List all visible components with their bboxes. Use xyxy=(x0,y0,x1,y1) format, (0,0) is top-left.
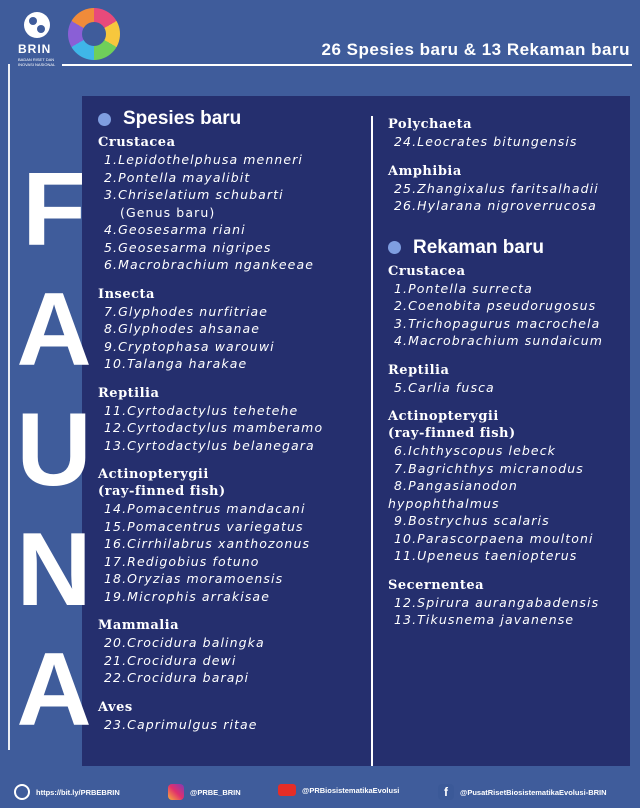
species-list-item: 6.Ichthyscopus lebeck xyxy=(394,443,557,458)
species-list-item: (Genus baru) xyxy=(120,204,216,220)
footer xyxy=(0,776,640,808)
brin-logo-subtext: BADAN RISET DAN INOVASI NASIONAL xyxy=(18,57,56,67)
species-list-item: 7.Bagrichthys micranodus xyxy=(394,460,584,476)
group-heading: Aves xyxy=(98,699,133,715)
group-heading: Secernentea xyxy=(388,577,485,593)
footer-youtube-text: @PRBiosistematikaEvolusi xyxy=(302,785,400,795)
fauna-letter: A xyxy=(16,272,92,388)
bullet-dot-icon xyxy=(388,241,401,254)
header-divider xyxy=(62,64,632,66)
youtube-icon xyxy=(278,784,296,796)
fauna-letter: N xyxy=(16,512,92,628)
footer-facebook-text: @PusatRisetBiosistematikaEvolusi-BRIN xyxy=(460,787,607,797)
species-list-item: hypophthalmus xyxy=(388,495,500,511)
species-list-item: 17.Redigobius fotuno xyxy=(104,553,260,569)
species-list-item: 10.Talanga harakae xyxy=(104,356,248,371)
footer-youtube-link[interactable] xyxy=(278,784,399,796)
group-heading: Amphibia xyxy=(388,163,462,179)
species-list-item: 3.Trichopagurus macrochela xyxy=(394,315,601,331)
group-heading: Mammalia xyxy=(98,618,180,633)
species-list-item: 11.Upeneus taeniopterus xyxy=(394,548,578,563)
species-list-item: 15.Pomacentrus variegatus xyxy=(104,518,304,534)
species-list-item: 13.Cyrtodactylus belanegara xyxy=(104,437,315,453)
species-list-item: 25.Zhangixalus faritsalhadii xyxy=(394,180,599,196)
section-heading-new-species xyxy=(98,108,368,130)
species-list-item: 2.Pontella mayalibit xyxy=(104,169,251,185)
species-list-item: 2.Coenobita pseudorugosus xyxy=(394,298,597,313)
species-list-item: 22.Crocidura barapi xyxy=(104,670,250,685)
bullet-dot-icon xyxy=(98,113,111,126)
fauna-letter: F xyxy=(22,152,86,268)
species-list-item: 9.Bostrychus scalaris xyxy=(394,513,550,528)
footer-facebook-link[interactable] xyxy=(438,784,607,800)
species-list-item: 7.Glyphodes nurfitriae xyxy=(104,303,269,319)
right-column xyxy=(388,116,628,629)
group-heading: Crustacea xyxy=(98,135,176,150)
species-list-item: 19.Microphis arrakisae xyxy=(104,588,270,604)
column-divider xyxy=(371,116,373,766)
group-heading: Reptilia xyxy=(388,362,450,378)
species-list-item: 23.Caprimulgus ritae xyxy=(104,716,258,732)
species-list-item: 8.Glyphodes ahsanae xyxy=(104,321,261,336)
group-subheading: (ray-finned fish) xyxy=(98,484,226,499)
species-list-item: 24.Leocrates bitungensis xyxy=(394,134,578,149)
right-group-list xyxy=(388,263,628,629)
species-list-item: 14.Pomacentrus mandacani xyxy=(104,501,306,516)
species-list-item: 4.Macrobrachium sundaicum xyxy=(394,333,604,348)
section-title: Rekaman baru xyxy=(413,236,544,258)
group-heading: Crustacea xyxy=(388,263,466,279)
species-list-item: 3.Chriselatium schubarti xyxy=(104,187,284,202)
fauna-vertical-title xyxy=(14,150,94,750)
section-title: Spesies baru xyxy=(123,108,242,129)
left-group-list xyxy=(98,134,368,733)
fauna-letter: U xyxy=(16,392,92,508)
species-list-item: 6.Macrobrachium ngankeeae xyxy=(104,257,315,272)
new-species-column xyxy=(98,108,368,733)
species-list-item: 12.Spirura aurangabadensis xyxy=(394,594,600,610)
species-list-item: 8.Pangasianodon xyxy=(394,478,518,493)
group-heading: Actinopterygii xyxy=(98,467,209,482)
instagram-icon xyxy=(168,784,184,800)
species-list-item: 20.Crocidura balingka xyxy=(104,635,265,650)
brin-logo-icon xyxy=(24,12,50,38)
species-list-item: 5.Geosesarma nigripes xyxy=(104,239,272,255)
footer-instagram-link[interactable] xyxy=(168,784,241,800)
globe-icon xyxy=(14,784,30,800)
right-top-group-list xyxy=(388,116,628,215)
species-list-item: 1.Pontella surrecta xyxy=(394,280,533,296)
left-border-line xyxy=(8,64,10,750)
group-heading: Polychaeta xyxy=(388,117,473,132)
brin-logo-text: BRIN xyxy=(18,42,52,56)
species-list-item: 10.Parascorpaena moultoni xyxy=(394,530,594,546)
species-list-item: 13.Tikusnema javanense xyxy=(394,612,575,627)
section-heading-new-records xyxy=(388,237,628,259)
species-list-item: 21.Crocidura dewi xyxy=(104,652,237,668)
page-title: 26 Spesies baru & 13 Rekaman baru xyxy=(321,40,630,59)
group-heading: Reptilia xyxy=(98,385,160,401)
group-subheading: (ray-finned fish) xyxy=(388,426,516,441)
species-list-item: 4.Geosesarma riani xyxy=(104,222,246,237)
species-list-item: 9.Cryptophasa warouwi xyxy=(104,338,275,354)
species-list-item: 1.Lepidothelphusa menneri xyxy=(104,152,303,167)
species-list-item: 5.Carlia fusca xyxy=(394,379,495,395)
footer-website-text: https://bit.ly/PRBEBRIN xyxy=(36,787,120,797)
group-heading: Actinopterygii xyxy=(388,409,499,424)
species-list-item: 26.Hylarana nigroverrucosa xyxy=(394,198,597,213)
facebook-icon: f xyxy=(438,784,454,800)
footer-website-link[interactable] xyxy=(14,784,120,800)
logo-area xyxy=(14,8,134,72)
group-heading: Insecta xyxy=(98,286,155,302)
footer-instagram-text: @PRBE_BRIN xyxy=(190,787,241,797)
anniversary-emblem-icon xyxy=(68,8,120,60)
species-list-item: 12.Cyrtodactylus mamberamo xyxy=(104,420,324,435)
fauna-letter: A xyxy=(16,632,92,748)
species-list-item: 11.Cyrtodactylus tehetehe xyxy=(104,402,299,418)
species-list-item: 16.Cirrhilabrus xanthozonus xyxy=(104,536,311,551)
species-list-item: 18.Oryzias moramoensis xyxy=(104,571,284,586)
